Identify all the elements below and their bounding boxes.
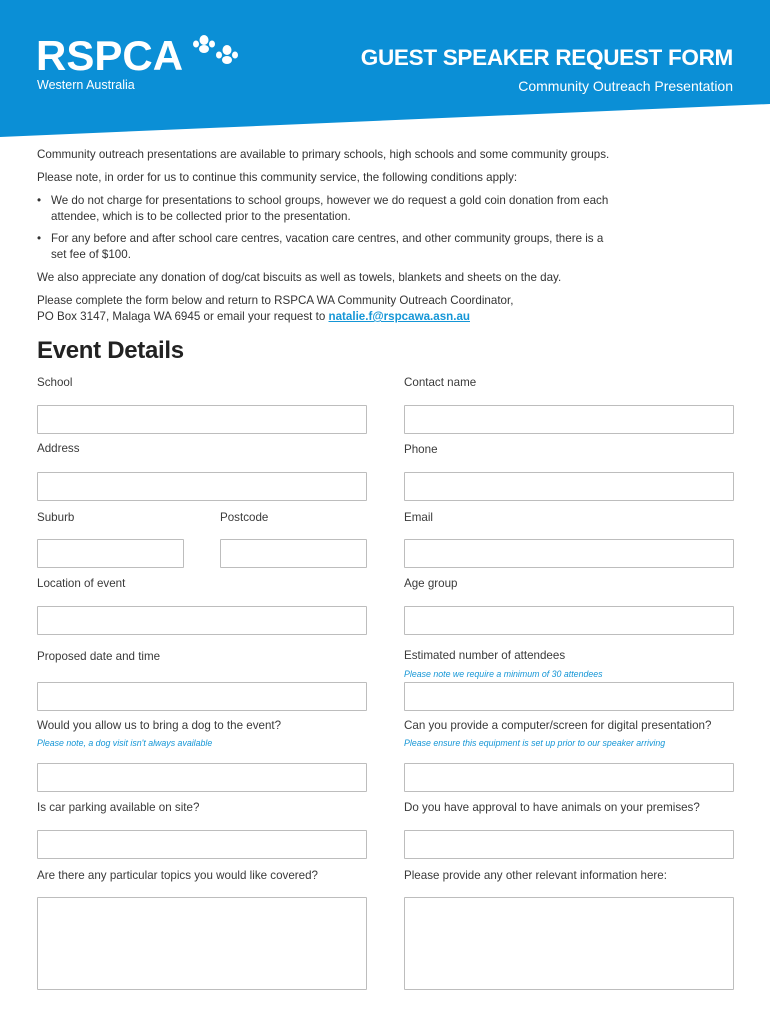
- parking-label: Is car parking available on site?: [37, 801, 200, 814]
- section-heading: Event Details: [37, 337, 184, 364]
- topics-textarea[interactable]: [37, 897, 367, 990]
- phone-label: Phone: [404, 443, 438, 456]
- dog-label: Would you allow us to bring a dog to the event?: [37, 719, 282, 732]
- form-subtitle: Community Outreach Presentation: [518, 78, 733, 94]
- topics-label: Are there any particular topics you would like covered?: [37, 869, 318, 882]
- conditions-list: [37, 193, 737, 263]
- computer-field[interactable]: [404, 763, 734, 792]
- suburb-label: Suburb: [37, 511, 75, 524]
- list-item: • For any before and after school care centres, vacation care centres, and other community groups, there is a set fee of $100.: [51, 231, 621, 263]
- dog-field[interactable]: [37, 763, 367, 792]
- postcode-field[interactable]: [220, 539, 367, 568]
- other-info-textarea[interactable]: [404, 897, 734, 990]
- date-time-field[interactable]: [37, 682, 367, 711]
- attendees-label: Estimated number of attendees: [404, 649, 566, 662]
- address-label: Address: [37, 442, 80, 455]
- age-group-label: Age group: [404, 577, 458, 590]
- intro-paragraph: Community outreach presentations are available to primary schools, high schools and some community groups.: [37, 148, 610, 161]
- logo-wordmark: RSPCA: [36, 32, 184, 79]
- postcode-label: Postcode: [220, 511, 269, 524]
- contact-name-field[interactable]: [404, 405, 734, 434]
- intro-paragraph: Please note, in order for us to continue this community service, the following conditions apply:: [37, 171, 518, 184]
- computer-label: Can you provide a computer/screen for digital presentation?: [404, 719, 712, 732]
- dog-note: Please note, a dog visit isn't always available: [37, 738, 213, 748]
- age-group-field[interactable]: [404, 606, 734, 635]
- other-info-label: Please provide any other relevant information here:: [404, 869, 667, 882]
- return-instructions: [37, 293, 737, 325]
- computer-note: Please ensure this equipment is set up prior to our speaker arriving: [404, 738, 666, 748]
- header-banner: [0, 0, 770, 140]
- paw-print-icon: [192, 30, 242, 70]
- school-field[interactable]: [37, 405, 367, 434]
- intro-text: [37, 147, 737, 325]
- location-label: Location of event: [37, 577, 126, 590]
- list-item: • We do not charge for presentations to school groups, however we do request a gold coin donation from each attendee, which is to be collected prior to the presentation.: [51, 193, 621, 225]
- logo-subtext: Western Australia: [37, 78, 135, 92]
- address-field[interactable]: [37, 472, 367, 501]
- form-title: GUEST SPEAKER REQUEST FORM: [360, 45, 733, 70]
- parking-field[interactable]: [37, 830, 367, 859]
- phone-field[interactable]: [404, 472, 734, 501]
- school-label: School: [37, 376, 73, 389]
- animals-field[interactable]: [404, 830, 734, 859]
- date-time-label: Proposed date and time: [37, 650, 161, 663]
- email-label: Email: [404, 511, 433, 524]
- email-field[interactable]: [404, 539, 734, 568]
- attendees-field[interactable]: [404, 682, 734, 711]
- animals-label: Do you have approval to have animals on your premises?: [404, 801, 700, 814]
- location-field[interactable]: [37, 606, 367, 635]
- intro-paragraph: We also appreciate any donation of dog/cat biscuits as well as towels, blankets and sheets on the day.: [37, 271, 562, 284]
- email-link[interactable]: natalie.f@rspcawa.asn.au: [328, 310, 470, 323]
- return-instructions-line2: PO Box 3147, Malaga WA 6945 or email your request to: [37, 310, 329, 323]
- attendees-note: Please note we require a minimum of 30 attendees: [404, 669, 603, 679]
- contact-name-label: Contact name: [404, 376, 477, 389]
- return-instructions-line1: Please complete the form below and return to RSPCA WA Community Outreach Coordinator,: [37, 294, 514, 307]
- suburb-field[interactable]: [37, 539, 184, 568]
